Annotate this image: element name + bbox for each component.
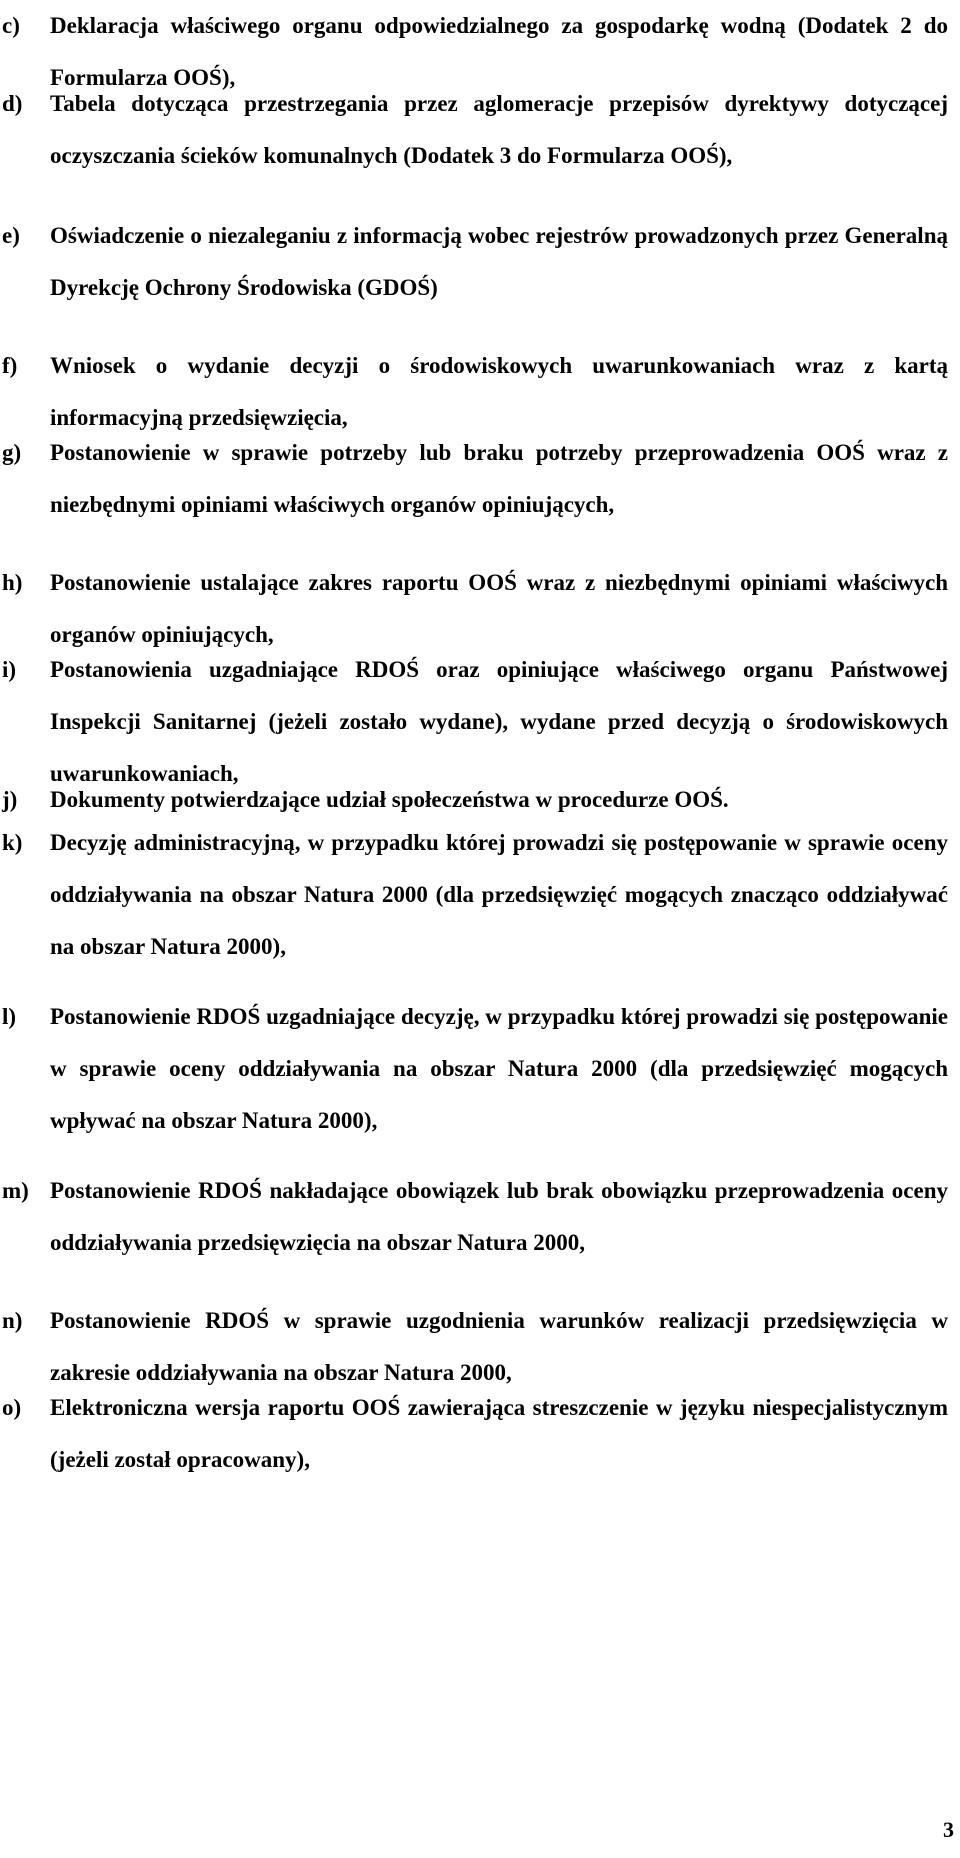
list-marker: m) [2, 1178, 29, 1203]
page-number: 3 [943, 1817, 954, 1842]
list-marker: f) [2, 353, 18, 378]
list-item-text: Oświadczenie o niezaleganiu z informacją wobec rejestrów prowadzonych przez Generalną Dyrekcję Ochrony Środowiska (GDOŚ) [50, 223, 948, 300]
list-item-text: Postanowienia uzgadniające RDOŚ oraz opiniujące właściwego organu Państwowej Inspekcji Sanitarnej (jeżeli zostało wydane), wydane przed decyzją o środowiskowych uwarunkowaniach, [50, 657, 948, 786]
list-marker: d) [2, 91, 23, 116]
list-item-text: Postanowienie RDOŚ w sprawie uzgodnienia warunków realizacji przedsięwzięcia w zakresie oddziaływania na obszar Natura 2000, [50, 1308, 948, 1385]
list-item-text: Deklaracja właściwego organu odpowiedzialnego za gospodarkę wodną (Dodatek 2 do Formularza OOŚ), [50, 13, 948, 90]
list-item-text: Postanowienie RDOŚ nakładające obowiązek lub brak obowiązku przeprowadzenia oceny oddziaływania przedsięwzięcia na obszar Natura 2000, [50, 1178, 948, 1255]
list-marker: o) [2, 1395, 22, 1420]
list-marker: h) [2, 570, 23, 595]
list-marker: k) [2, 830, 23, 855]
list-item-text: Tabela dotycząca przestrzegania przez aglomeracje przepisów dyrektywy dotyczącej oczyszczania ścieków komunalnych (Dodatek 3 do Formularza OOŚ), [50, 91, 948, 168]
list-marker: l) [2, 1004, 17, 1029]
list-item-text: Decyzję administracyjną, w przypadku której prowadzi się postępowanie w sprawie oceny oddziaływania na obszar Natura 2000 (dla przedsięwzięć mogących znacząco oddziaływać na obszar Natura 2000), [50, 830, 948, 959]
list-item-text: Elektroniczna wersja raportu OOŚ zawierająca streszczenie w języku niespecjalistycznym (jeżeli został opracowany), [50, 1395, 948, 1472]
list-item-text: Dokumenty potwierdzające udział społeczeństwa w procedurze OOŚ. [50, 787, 729, 812]
list-marker: j) [2, 787, 18, 812]
list-item-text: Postanowienie RDOŚ uzgadniające decyzję, w przypadku której prowadzi się postępowanie w sprawie oceny oddziaływania na obszar Natura 2000 (dla przedsięwzięć mogących wpływać na obszar Natura 2000), [50, 1004, 948, 1133]
list-marker: i) [2, 657, 17, 682]
list-marker: e) [2, 223, 20, 248]
list-marker: n) [2, 1308, 23, 1333]
list-item-text: Postanowienie w sprawie potrzeby lub braku potrzeby przeprowadzenia OOŚ wraz z niezbędnymi opiniami właściwych organów opiniujących, [50, 440, 948, 517]
list-item-text: Postanowienie ustalające zakres raportu OOŚ wraz z niezbędnymi opiniami właściwych organów opiniujących, [50, 570, 948, 647]
list-marker: g) [2, 440, 22, 465]
list-marker: c) [2, 13, 20, 38]
list-item-text: Wniosek o wydanie decyzji o środowiskowych uwarunkowaniach wraz z kartą informacyjną przedsięwzięcia, [50, 353, 948, 430]
